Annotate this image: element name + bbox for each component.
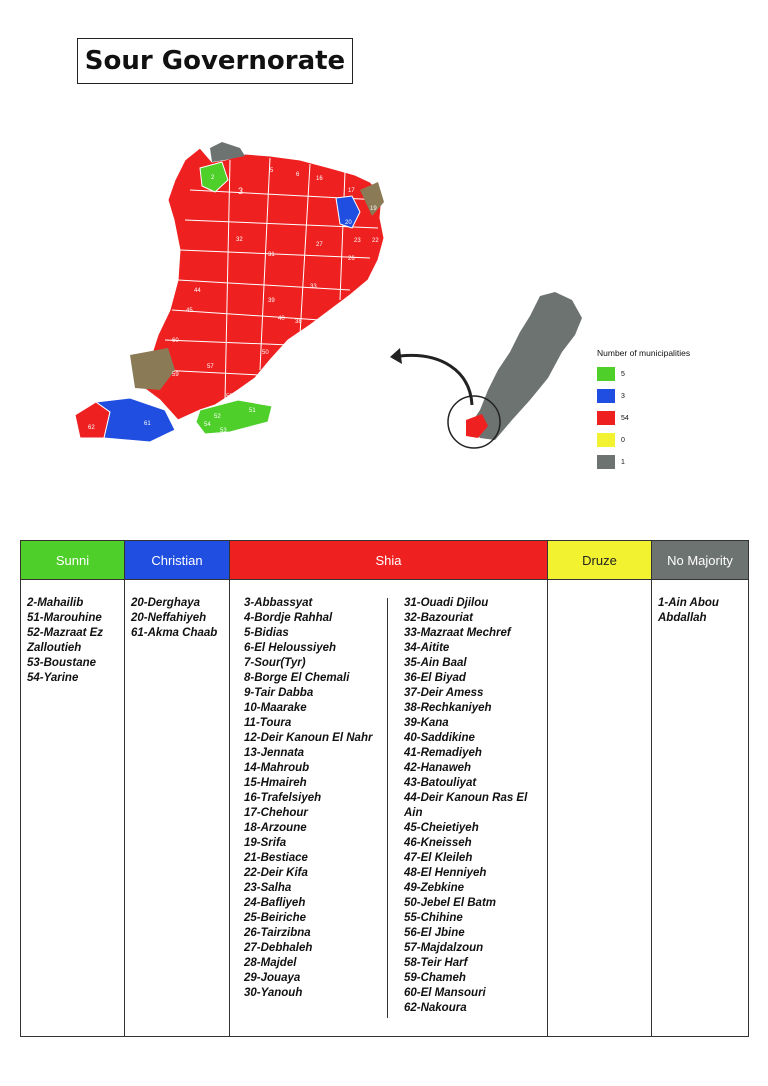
legend-swatch — [597, 433, 615, 447]
municipality-item: 57-Majdalzoun — [403, 942, 484, 954]
municipality-item: 33-Mazraat Mechref — [403, 627, 511, 639]
christian-region-south — [96, 398, 175, 442]
municipality-item: 38-Rechkaniyeh — [403, 702, 492, 714]
legend-item — [597, 429, 690, 451]
map-label: 60 — [172, 338, 179, 344]
municipality-item: 4-Bordje Rahhal — [244, 612, 333, 624]
municipality-item: 51-Marouhine — [27, 612, 102, 624]
legend-value: 0 — [621, 436, 625, 444]
municipality-item: 58-Teir Harf — [403, 957, 468, 969]
map-label: 55 — [226, 394, 233, 400]
municipality-item: 30-Yanouh — [244, 987, 303, 999]
municipality-item: 2-Mahailib — [27, 597, 84, 609]
municipality-item: 46-Kneisseh — [403, 837, 472, 849]
map-label: 16 — [316, 176, 323, 182]
municipality-item: 21-Bestiace — [244, 852, 308, 864]
municipality-item: 6-El Heloussiyeh — [244, 642, 337, 654]
municipality-item: 61-Akma Chaab — [131, 627, 218, 639]
municipality-item: 16-Trafelsiyeh — [244, 792, 322, 804]
municipality-item: 31-Ouadi Djilou — [403, 597, 489, 609]
map-label: 57 — [207, 364, 214, 370]
municipality-item: 8-Borge El Chemali — [244, 672, 350, 684]
map-label: 59 — [172, 372, 179, 378]
header-druze: Druze — [548, 541, 652, 580]
map-label: 52 — [214, 414, 221, 420]
municipality-item: 35-Ain Baal — [403, 657, 467, 669]
header-shia: Shia — [230, 541, 548, 580]
legend-value: 3 — [621, 392, 625, 400]
shia-list — [230, 580, 548, 1037]
municipality-item: 55-Chihine — [403, 912, 463, 924]
municipality-item: 11-Toura — [244, 717, 292, 729]
map-label: 5 — [270, 168, 274, 174]
map-label: 62 — [88, 425, 95, 431]
map-label: 22 — [372, 238, 379, 244]
arrow-icon — [400, 355, 472, 405]
municipality-item: 23-Salha — [244, 882, 292, 894]
municipality-item: 24-Bafliyeh — [244, 897, 306, 909]
map-legend — [597, 348, 690, 473]
legend-swatch — [597, 389, 615, 403]
header-christian: Christian — [125, 541, 230, 580]
municipality-item: 37-Deir Amess — [403, 687, 484, 699]
municipality-item: 36-El Biyad — [403, 672, 466, 684]
map-label: 27 — [316, 242, 323, 248]
municipality-item: 45-Cheietiyeh — [403, 822, 479, 834]
map-label: 51 — [249, 408, 256, 414]
municipality-item: 18-Arzoune — [244, 822, 307, 834]
municipality-item: 1-Ain Abou Abdallah — [658, 597, 719, 624]
municipality-item: 34-Aitite — [403, 642, 450, 654]
municipality-item: 26-Tairzibna — [244, 927, 311, 939]
map-label: 17 — [348, 188, 355, 194]
municipality-item: 32-Bazouriat — [403, 612, 473, 624]
legend-value: 5 — [621, 370, 625, 378]
christian-list — [125, 580, 230, 1037]
map-label: 6 — [296, 172, 300, 178]
municipality-item: 62-Nakoura — [403, 1002, 467, 1014]
municipality-item: 14-Mahroub — [244, 762, 310, 774]
municipality-item: 25-Beiriche — [244, 912, 307, 924]
map-label: 45 — [186, 308, 193, 314]
municipality-item: 27-Debhaleh — [244, 942, 313, 954]
municipality-item: 44-Deir Kanoun Ras El Ain — [403, 792, 528, 819]
map-label: 53 — [220, 428, 227, 434]
header-no-majority: No Majority — [652, 541, 749, 580]
municipality-item: 41-Remadiyeh — [403, 747, 482, 759]
municipality-item: 3-Abbassyat — [244, 597, 313, 609]
municipality-item: 49-Zebkine — [403, 882, 465, 894]
municipality-item: 59-Chameh — [403, 972, 466, 984]
map-label: 33 — [310, 284, 317, 290]
municipality-item: 22-Deir Kifa — [244, 867, 308, 879]
municipality-table — [20, 540, 749, 1037]
map-label: 20 — [345, 220, 352, 226]
map-label: 31 — [268, 252, 275, 258]
legend-item — [597, 385, 690, 407]
municipality-item: 48-El Henniyeh — [403, 867, 487, 879]
municipality-item: 10-Maarake — [244, 702, 307, 714]
map-label: 54 — [204, 422, 211, 428]
legend-title: Number of municipalities — [597, 348, 691, 358]
map-label: 61 — [144, 421, 151, 427]
map-label: 39 — [268, 298, 275, 304]
municipality-item: 40-Saddikine — [403, 732, 475, 744]
page-title: Sour Governorate — [77, 38, 353, 84]
municipality-item: 7-Sour(Tyr) — [244, 657, 306, 669]
map-label: 50 — [262, 350, 269, 356]
municipality-item: 13-Jennata — [244, 747, 305, 759]
druze-list — [548, 580, 652, 1037]
municipality-item: 54-Yarine — [27, 672, 79, 684]
municipality-item: 53-Boustane — [27, 657, 97, 669]
legend-value: 54 — [621, 414, 629, 422]
legend-value: 1 — [621, 458, 625, 466]
municipality-item: 60-El Mansouri — [403, 987, 486, 999]
municipality-item: 39-Kana — [403, 717, 449, 729]
legend-swatch — [597, 367, 615, 381]
map-label: 40 — [278, 316, 285, 322]
municipality-item: 9-Tair Dabba — [244, 687, 314, 699]
lebanon-inset-shape — [470, 292, 582, 440]
header-sunni: Sunni — [21, 541, 125, 580]
municipality-item: 52-Mazraat Ez Zalloutieh — [27, 627, 104, 654]
municipality-item: 50-Jebel El Batm — [403, 897, 496, 909]
municipality-item: 29-Jouaya — [244, 972, 301, 984]
map-label: 2 — [211, 175, 215, 181]
municipality-item: 28-Majdel — [244, 957, 297, 969]
map-label: 3 — [238, 186, 244, 196]
municipality-item: 19-Srifa — [244, 837, 287, 849]
map-label: 23 — [354, 238, 361, 244]
legend-swatch — [597, 411, 615, 425]
map-label: 19 — [370, 206, 377, 212]
municipality-item: 56-El Jbine — [403, 927, 465, 939]
map-label: 38 — [295, 319, 302, 325]
map-label: 44 — [194, 288, 201, 294]
map-label: 32 — [236, 237, 243, 243]
sunni-list — [21, 580, 125, 1037]
municipality-item: 17-Chehour — [244, 807, 308, 819]
municipality-item: 43-Batouliyat — [403, 777, 477, 789]
legend-item — [597, 407, 690, 429]
municipality-item: 42-Hanaweh — [403, 762, 472, 774]
municipality-item: 47-El Kleileh — [403, 852, 473, 864]
legend-item — [597, 451, 690, 473]
municipality-item: 5-Bidias — [244, 627, 289, 639]
legend-swatch — [597, 455, 615, 469]
municipality-item: 20-Derghaya — [131, 597, 201, 609]
no-majority-list — [652, 580, 749, 1037]
municipality-item: 20-Neffahiyeh — [131, 612, 207, 624]
legend-item — [597, 363, 690, 385]
municipality-item: 15-Hmaireh — [244, 777, 307, 789]
map-label: 26 — [348, 256, 355, 262]
municipality-item: 12-Deir Kanoun El Nahr — [244, 732, 373, 744]
